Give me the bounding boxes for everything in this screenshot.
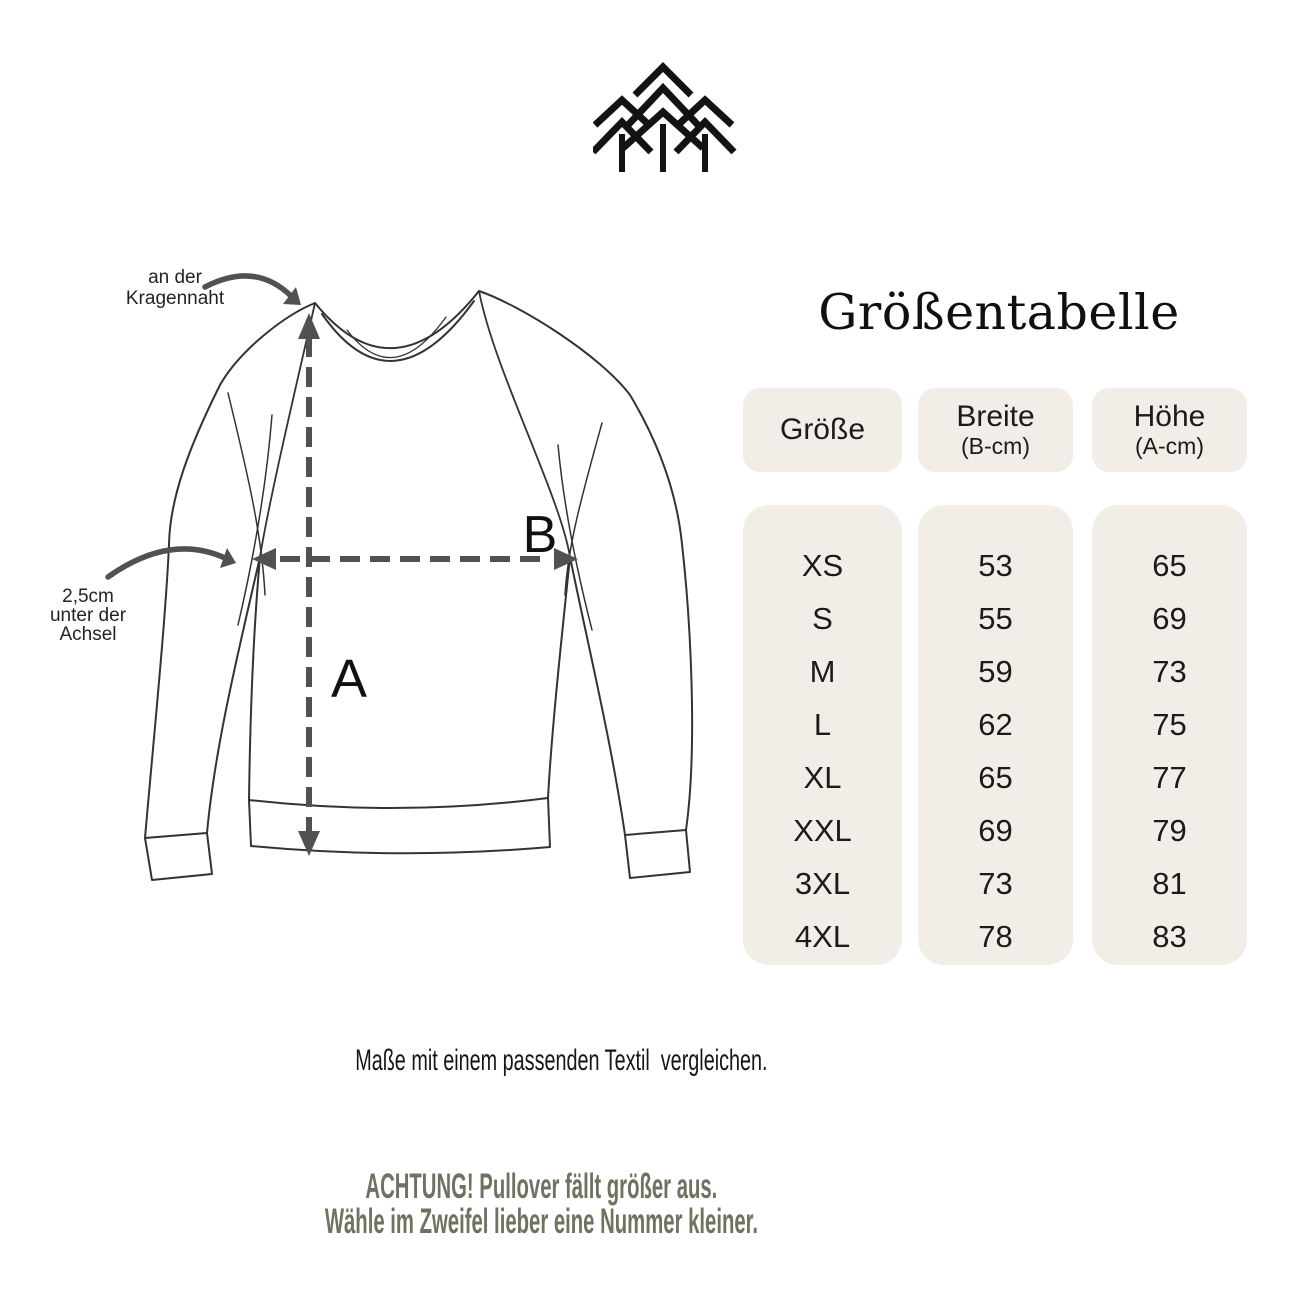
- breite-cell: 73: [978, 865, 1013, 901]
- size-column: [743, 388, 902, 965]
- breite-cell: 55: [978, 600, 1013, 636]
- hoehe-cell: 77: [1152, 759, 1187, 795]
- measurement-label-a: A: [330, 649, 368, 709]
- collar-annotation-line: Kragennaht: [125, 288, 225, 309]
- compare-note-text: Maße mit einem passenden Textil vergleichen.: [354, 1044, 768, 1077]
- column-header-title: Größe: [779, 413, 866, 446]
- breite-cell: 53: [978, 547, 1013, 583]
- hoehe-cell: 69: [1152, 600, 1187, 636]
- size-cell: XL: [803, 759, 842, 795]
- size-cell: M: [809, 653, 836, 689]
- armpit-annotation: [28, 587, 148, 644]
- column-header-title: Höhe: [1133, 400, 1206, 433]
- armpit-annotation-line: 2,5cm: [62, 586, 114, 607]
- hoehe-cell: 81: [1152, 865, 1187, 901]
- size-cell: XXL: [793, 812, 852, 848]
- hoehe-cell: 79: [1152, 812, 1187, 848]
- size-column-values: [743, 505, 902, 965]
- size-cell: 3XL: [794, 865, 851, 901]
- hoehe-cell: 73: [1152, 653, 1187, 689]
- size-cell: 4XL: [794, 918, 851, 954]
- sweater-measurement-diagram: [100, 265, 720, 905]
- collar-annotation: [105, 267, 245, 309]
- warning-line: Wähle im Zweifel lieber eine Nummer kleiner.: [324, 1202, 758, 1241]
- measurement-label-b: B: [522, 506, 558, 564]
- size-cell: L: [813, 706, 832, 742]
- breite-cell: 78: [978, 918, 1013, 954]
- column-header-title: Breite: [956, 400, 1035, 433]
- hoehe-cell: 83: [1152, 918, 1187, 954]
- armpit-annotation-line: Achsel: [59, 624, 117, 645]
- hoehe-column: [1092, 388, 1247, 965]
- column-header-groesse: [743, 388, 902, 472]
- breite-column: [918, 388, 1073, 965]
- armpit-annotation-line: unter der: [49, 605, 127, 626]
- size-cell: XS: [801, 547, 844, 583]
- column-header-breite: [918, 388, 1073, 472]
- sweater-outline: [145, 291, 692, 880]
- warning-line: ACHTUNG! Pullover fällt größer aus.: [365, 1167, 717, 1206]
- page-title: Größentabelle: [818, 284, 1180, 341]
- three-fir-trees-icon: [593, 60, 743, 175]
- hoehe-cell: 65: [1152, 547, 1187, 583]
- collar-annotation-line: an der: [148, 267, 202, 288]
- hoehe-column-values: [1092, 505, 1247, 965]
- breite-cell: 65: [978, 759, 1013, 795]
- hoehe-cell: 75: [1152, 706, 1187, 742]
- breite-cell: 59: [978, 653, 1013, 689]
- breite-cell: 69: [978, 812, 1013, 848]
- size-cell: S: [812, 600, 833, 636]
- warning-note: [0, 1169, 1082, 1239]
- column-header-sub: (B-cm): [961, 433, 1030, 459]
- breite-cell: 62: [978, 706, 1013, 742]
- compare-note: [11, 1044, 1111, 1078]
- breite-column-values: [918, 505, 1073, 965]
- column-header-hoehe: [1092, 388, 1247, 472]
- column-header-sub: (A-cm): [1135, 433, 1204, 459]
